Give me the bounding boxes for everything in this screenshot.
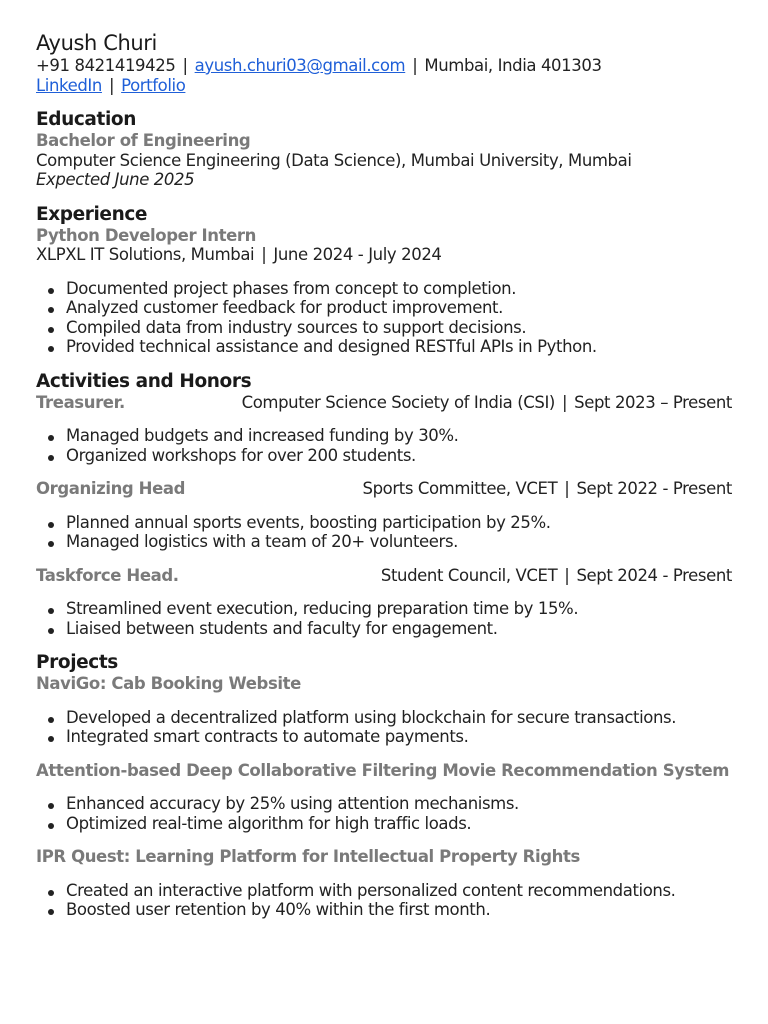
linkedin-link[interactable]: LinkedIn [36,75,102,95]
activity-dates: Sept 2022 - Present [576,479,732,498]
separator: | [561,392,568,412]
project-entry [36,847,732,920]
list-item: Enhanced accuracy by 25% using attention mechanisms. [66,794,732,814]
activity-entry [36,479,732,552]
contact-line [36,56,732,76]
project-entry [36,761,732,834]
activity-role: Organizing Head [36,479,186,498]
activity-header [36,479,732,499]
separator: | [564,479,570,498]
phone-number: +91 8421419425 [36,56,176,75]
location: Mumbai, India 401303 [424,56,602,75]
section-title-projects: Projects [36,652,118,673]
separator: | [108,75,115,95]
project-bullets [36,881,732,920]
project-bullets [36,794,732,833]
job-company: XLPXL IT Solutions, Mumbai [36,245,255,264]
project-bullets [36,708,732,747]
job-role: Python Developer Intern [36,225,256,245]
activity-header [36,393,732,413]
activity-role: Taskforce Head. [36,565,179,585]
list-item: Streamlined event execution, reducing preparation time by 15%. [66,599,732,619]
list-item: Created an interactive platform with personalized content recommendations. [66,881,732,901]
degree-details: Computer Science Engineering (Data Science), Mumbai University, Mumbai [36,150,632,170]
activity-org-dates [363,479,732,499]
activity-org: Sports Committee, VCET [362,479,558,498]
project-entry [36,674,732,747]
activity-bullets [36,426,732,465]
graduation-date: Expected June 2025 [36,170,195,189]
activity-org-dates [381,566,732,586]
links-line [36,76,732,96]
separator: | [261,245,267,264]
project-name: Attention-based Deep Collaborative Filtering Movie Recommendation System [36,760,730,780]
activity-header [36,566,732,586]
list-item: Liaised between students and faculty for engagement. [66,619,732,639]
separator: | [564,565,570,585]
section-title-activities: Activities and Honors [36,370,252,392]
activity-org-dates [242,393,732,413]
list-item: Compiled data from industry sources to support decisions. [66,318,732,338]
job-company-line [36,245,732,265]
project-name: NaviGo: Cab Booking Website [36,674,301,693]
list-item: Documented project phases from concept to completion. [66,279,732,299]
activity-entry [36,393,732,466]
list-item: Boosted user retention by 40% within the first month. [66,900,732,920]
separator: | [182,56,188,75]
resume-header [36,30,732,95]
job-dates: June 2024 - July 2024 [273,245,442,264]
experience-bullets [36,279,732,357]
list-item: Managed logistics with a team of 20+ volunteers. [66,532,732,552]
activity-org: Computer Science Society of India (CSI) [241,392,555,412]
project-name: IPR Quest: Learning Platform for Intellectual Property Rights [36,847,580,866]
candidate-name: Ayush Churi [36,31,157,55]
list-item: Planned annual sports events, boosting participation by 25%. [66,513,732,533]
degree-title: Bachelor of Engineering [36,131,251,150]
activity-entry [36,566,732,639]
email-link[interactable]: ayush.churi03@gmail.com [194,56,406,75]
list-item: Organized workshops for over 200 students. [66,446,732,466]
list-item: Optimized real-time algorithm for high traffic loads. [66,814,732,834]
list-item: Analyzed customer feedback for product improvement. [66,298,732,318]
list-item: Integrated smart contracts to automate payments. [66,727,732,747]
activity-bullets [36,513,732,552]
list-item: Developed a decentralized platform using blockchain for secure transactions. [66,708,732,728]
activities-section [36,371,732,639]
experience-section [36,204,732,357]
activity-org: Student Council, VCET [380,565,558,585]
portfolio-link[interactable]: Portfolio [121,75,186,95]
activity-bullets [36,599,732,638]
list-item: Managed budgets and increased funding by 30%. [66,426,732,446]
activity-role: Treasurer. [36,392,125,412]
separator: | [412,56,418,75]
section-title-education: Education [36,109,136,130]
section-title-experience: Experience [36,203,148,225]
activity-dates: Sept 2024 - Present [576,565,732,585]
projects-section [36,652,732,920]
list-item: Provided technical assistance and designed RESTful APIs in Python. [66,337,732,357]
activity-dates: Sept 2023 – Present [574,392,732,412]
education-section [36,109,732,190]
